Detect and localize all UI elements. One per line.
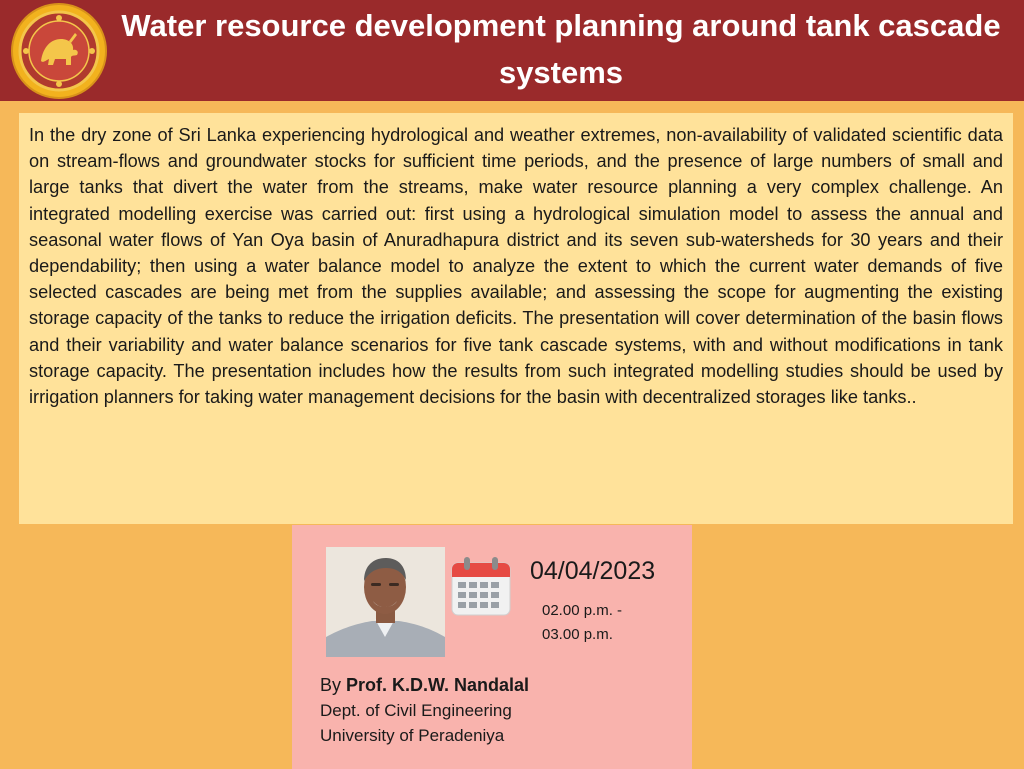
by-label: By	[320, 675, 342, 695]
speaker-panel	[292, 525, 692, 769]
event-time-end: 03.00 p.m.	[542, 626, 613, 643]
speaker-info	[320, 673, 529, 748]
speaker-photo	[326, 547, 445, 657]
sri-lanka-emblem-icon	[11, 3, 107, 99]
speaker-department: Dept. of Civil Engineering	[320, 701, 512, 720]
speaker-university: University of Peradeniya	[320, 726, 505, 745]
event-date: 04/04/2023	[530, 557, 656, 585]
calendar-icon	[450, 555, 512, 617]
page-title: Water resource development planning around tank cascade systems	[121, 8, 1001, 90]
header-banner	[0, 0, 1024, 101]
speaker-name: Prof. K.D.W. Nandalal	[346, 675, 530, 695]
abstract-panel	[19, 113, 1013, 524]
speaker-by-line	[320, 673, 529, 698]
abstract-text: In the dry zone of Sri Lanka experiencing hydrological and weather extremes, non-availability of validated scientific data on stream-flows and groundwater stocks for sufficient time periods, and the presence of large numbers of small and large tanks that divert the water from the streams, make water resource planning a very complex challenge. An integrated modelling exercise was carried out: first using a hydrological simulation model to assess the annual and seasonal water flows of Yan Oya basin of Anuradhapura district and its seven sub-watersheds for 30 years and their dependability; then using a water balance model to analyze the extent to which the current water demands of five selected cascades are being met from the supplies available; and assessing the scope for augmenting the existing storage capacity of the tanks to reduce the irrigation deficits. The presentation will cover determination of the basin flows and their variability and water balance scenarios for five tank cascade systems, with and without modifications in tank storage capacity. The presentation includes how the results from such integrated modelling studies should be used by irrigation planners for taking water management decisions for the basin with decentralized storages like tanks..	[29, 125, 1003, 408]
event-time	[542, 599, 622, 647]
event-time-start: 02.00 p.m. -	[542, 602, 623, 619]
